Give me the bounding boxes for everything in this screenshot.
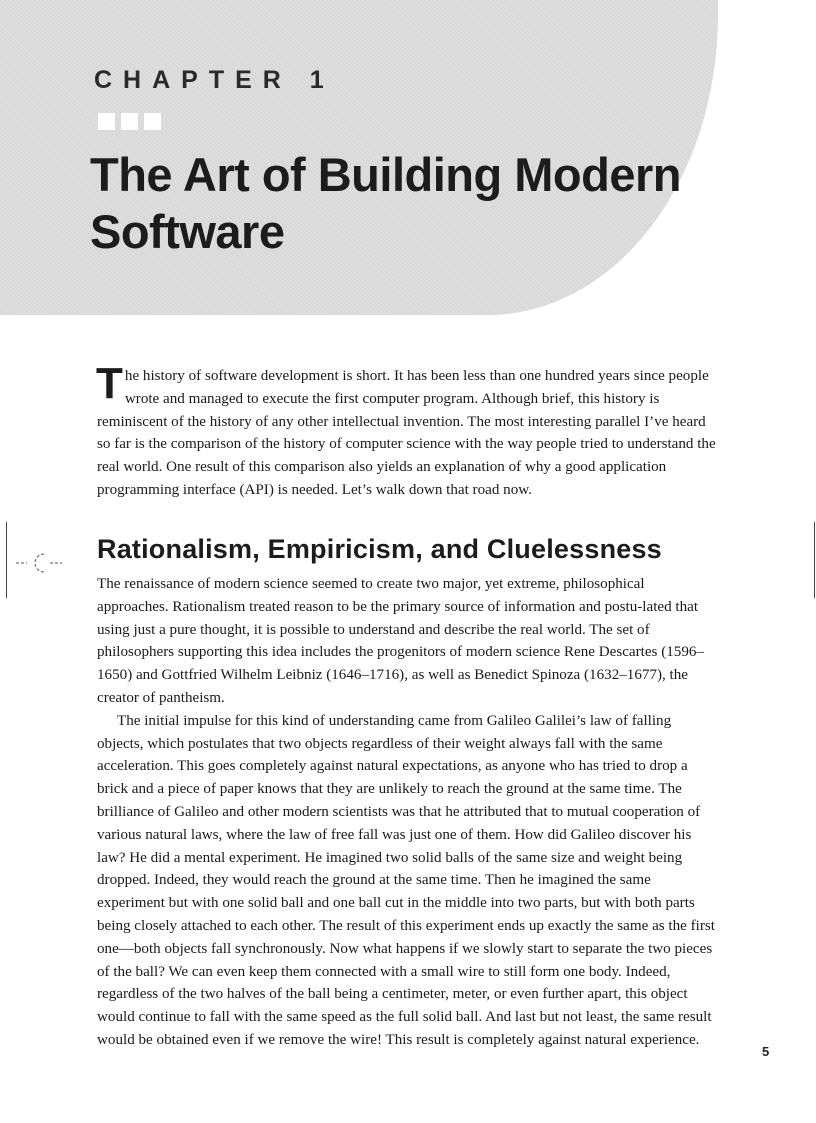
intro-text: he history of software development is short. It has been less than one hundred years since people wrote and managed to execute the first computer program. Although brief, this history is reminiscent of the history of any other intellectual invention. The most interesting parallel I’ve heard so far is the comparison of the history of computer science with the way people tried to understand the real world. One result of this comparison also yields an explanation of why a good application programming interface (API) is needed. Let’s walk down that road now. — [97, 368, 716, 498]
crop-mark-icon — [16, 551, 62, 575]
section-heading: Rationalism, Empiricism, and Cluelessness — [97, 534, 662, 564]
page-number: 5 — [762, 1044, 770, 1059]
ornament-square — [98, 113, 115, 130]
body-paragraph-1: The renaissance of modern science seemed to create two major, yet extreme, philosophical approaches. Rationalism treated reason to be the primary source of information and postu-lated that using just a pure thought, it is possible to understand and describe the real world. The set of philosophers supporting this idea includes the progenitors of modern science Rene Descartes (1596–1650) and Gottfried Wilhelm Leibniz (1646–1716), as well as Benedict Spinoza (1632–1677), the creator of pantheism. — [97, 576, 704, 706]
chapter-title-line-1: The Art of Building Modern — [90, 148, 681, 201]
ornament-square — [144, 113, 161, 130]
intro-paragraph — [96, 359, 717, 502]
margin-rule-left — [6, 522, 7, 598]
body-paragraph-2: The initial impulse for this kind of understanding came from Galileo Galilei’s law of falling objects, which postulates that two objects regardless of their weight always fall with the same acceleration. This goes completely against natural expectations, as anyone who has tried to drop a brick and a piece of paper knows that they are unlikely to reach the ground at the same time. The brilliance of Galileo and other modern scientists was that he attributed that to mutual cooperation of various natural laws, where the law of free fall was just one of them. How did Galileo discover his law? He did a mental experiment. He imagined two solid balls of the same size and weight being dropped. Indeed, they would reach the ground at the same time. Then he imagined the same experiment but with one solid ball and one ball cut in the middle into two parts, but with both parts being closely attached to each other. The result of this experiment ends up exactly the same as the first one—both objects fall synchronously. Now what happens if we slowly start to separate the two pieces of the ball? We can even keep them connected with a small wire to still form one body. Indeed, regardless of the two halves of the ball being a centimeter, meter, or even further apart, this object would continue to fall with the same speed as the full solid ball. And last but not least, the same result would be obtained even if we remove the wire! This result is completely against natural experience. — [97, 712, 715, 1048]
chapter-title-line-2: Software — [90, 205, 285, 258]
drop-cap: T — [96, 359, 123, 408]
margin-rule-right — [814, 522, 815, 598]
chapter-ornament — [98, 113, 161, 130]
chapter-title — [90, 146, 690, 260]
chapter-label: CHAPTER 1 — [94, 66, 335, 94]
section-body — [97, 573, 719, 1052]
ornament-square — [121, 113, 138, 130]
